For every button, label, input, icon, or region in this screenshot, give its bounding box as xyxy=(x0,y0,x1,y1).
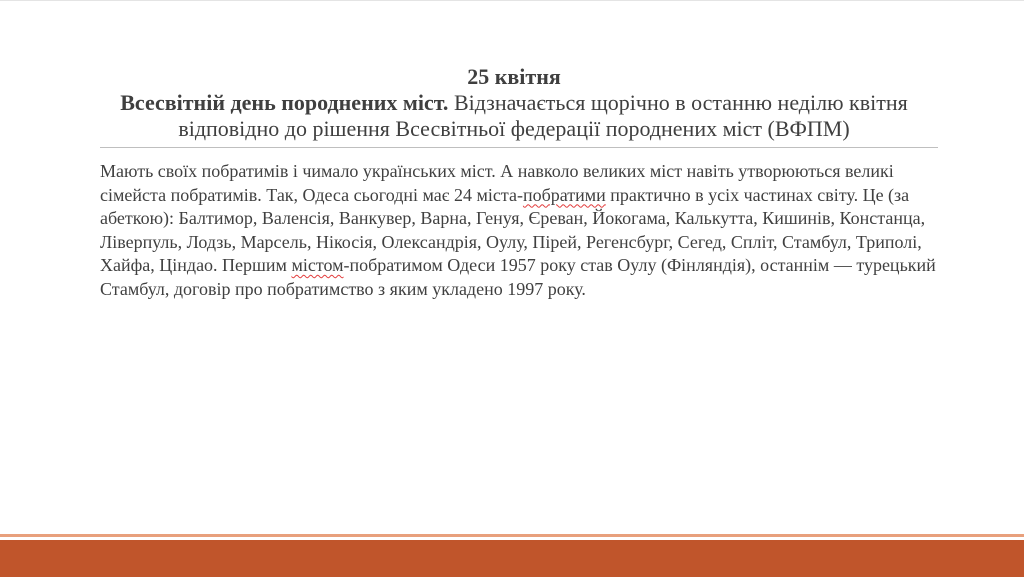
title-bold-heading: Всесвітній день породнених міст. xyxy=(120,90,449,115)
slide-title[interactable] xyxy=(100,64,928,142)
spellcheck-word-2: містом xyxy=(291,255,344,275)
body-text[interactable] xyxy=(100,160,940,301)
spellcheck-word-1: побратими xyxy=(522,184,606,205)
title-description: Відзначається щорічно в останню неділю квітня відповідно до рішення Всесвітньої федерації породнених міст (ВФПМ) xyxy=(178,90,908,141)
body-text-part-2: практично в усіх частинах світу. Це (за абеткою): Балтимор, Валенсія, Ванкувер, Варна, Генуя, Єреван, Йокогама, Калькутта, Кишинів, Констанца, Ліверпуль, Лодзь, Марсель, Нікосія, Олександрія, Оулу, Пірей, Регенсбург, Сегед, Спліт, Стамбул, Триполі, Хайфа, Ціндао. Першим xyxy=(100,184,926,275)
body-text-part-3: -побратимом Одеси 1957 року став Оулу (Фінляндія), останнім — турецький Стамбул, договір про побратимство з яким укладено 1997 року. xyxy=(100,255,936,299)
body-text-part-1: Мають своїх побратимів і чимало українських міст. А навколо великих міст навіть утворюються великі сімейста побратимів. Так, Одеса сьогодні має 24 міста- xyxy=(100,161,894,205)
footer-accent-bar xyxy=(0,540,1024,577)
title-date: 25 квітня xyxy=(467,64,561,89)
slide-top-border xyxy=(0,0,1024,1)
footer-accent-line xyxy=(0,534,1024,537)
title-divider xyxy=(100,147,938,148)
